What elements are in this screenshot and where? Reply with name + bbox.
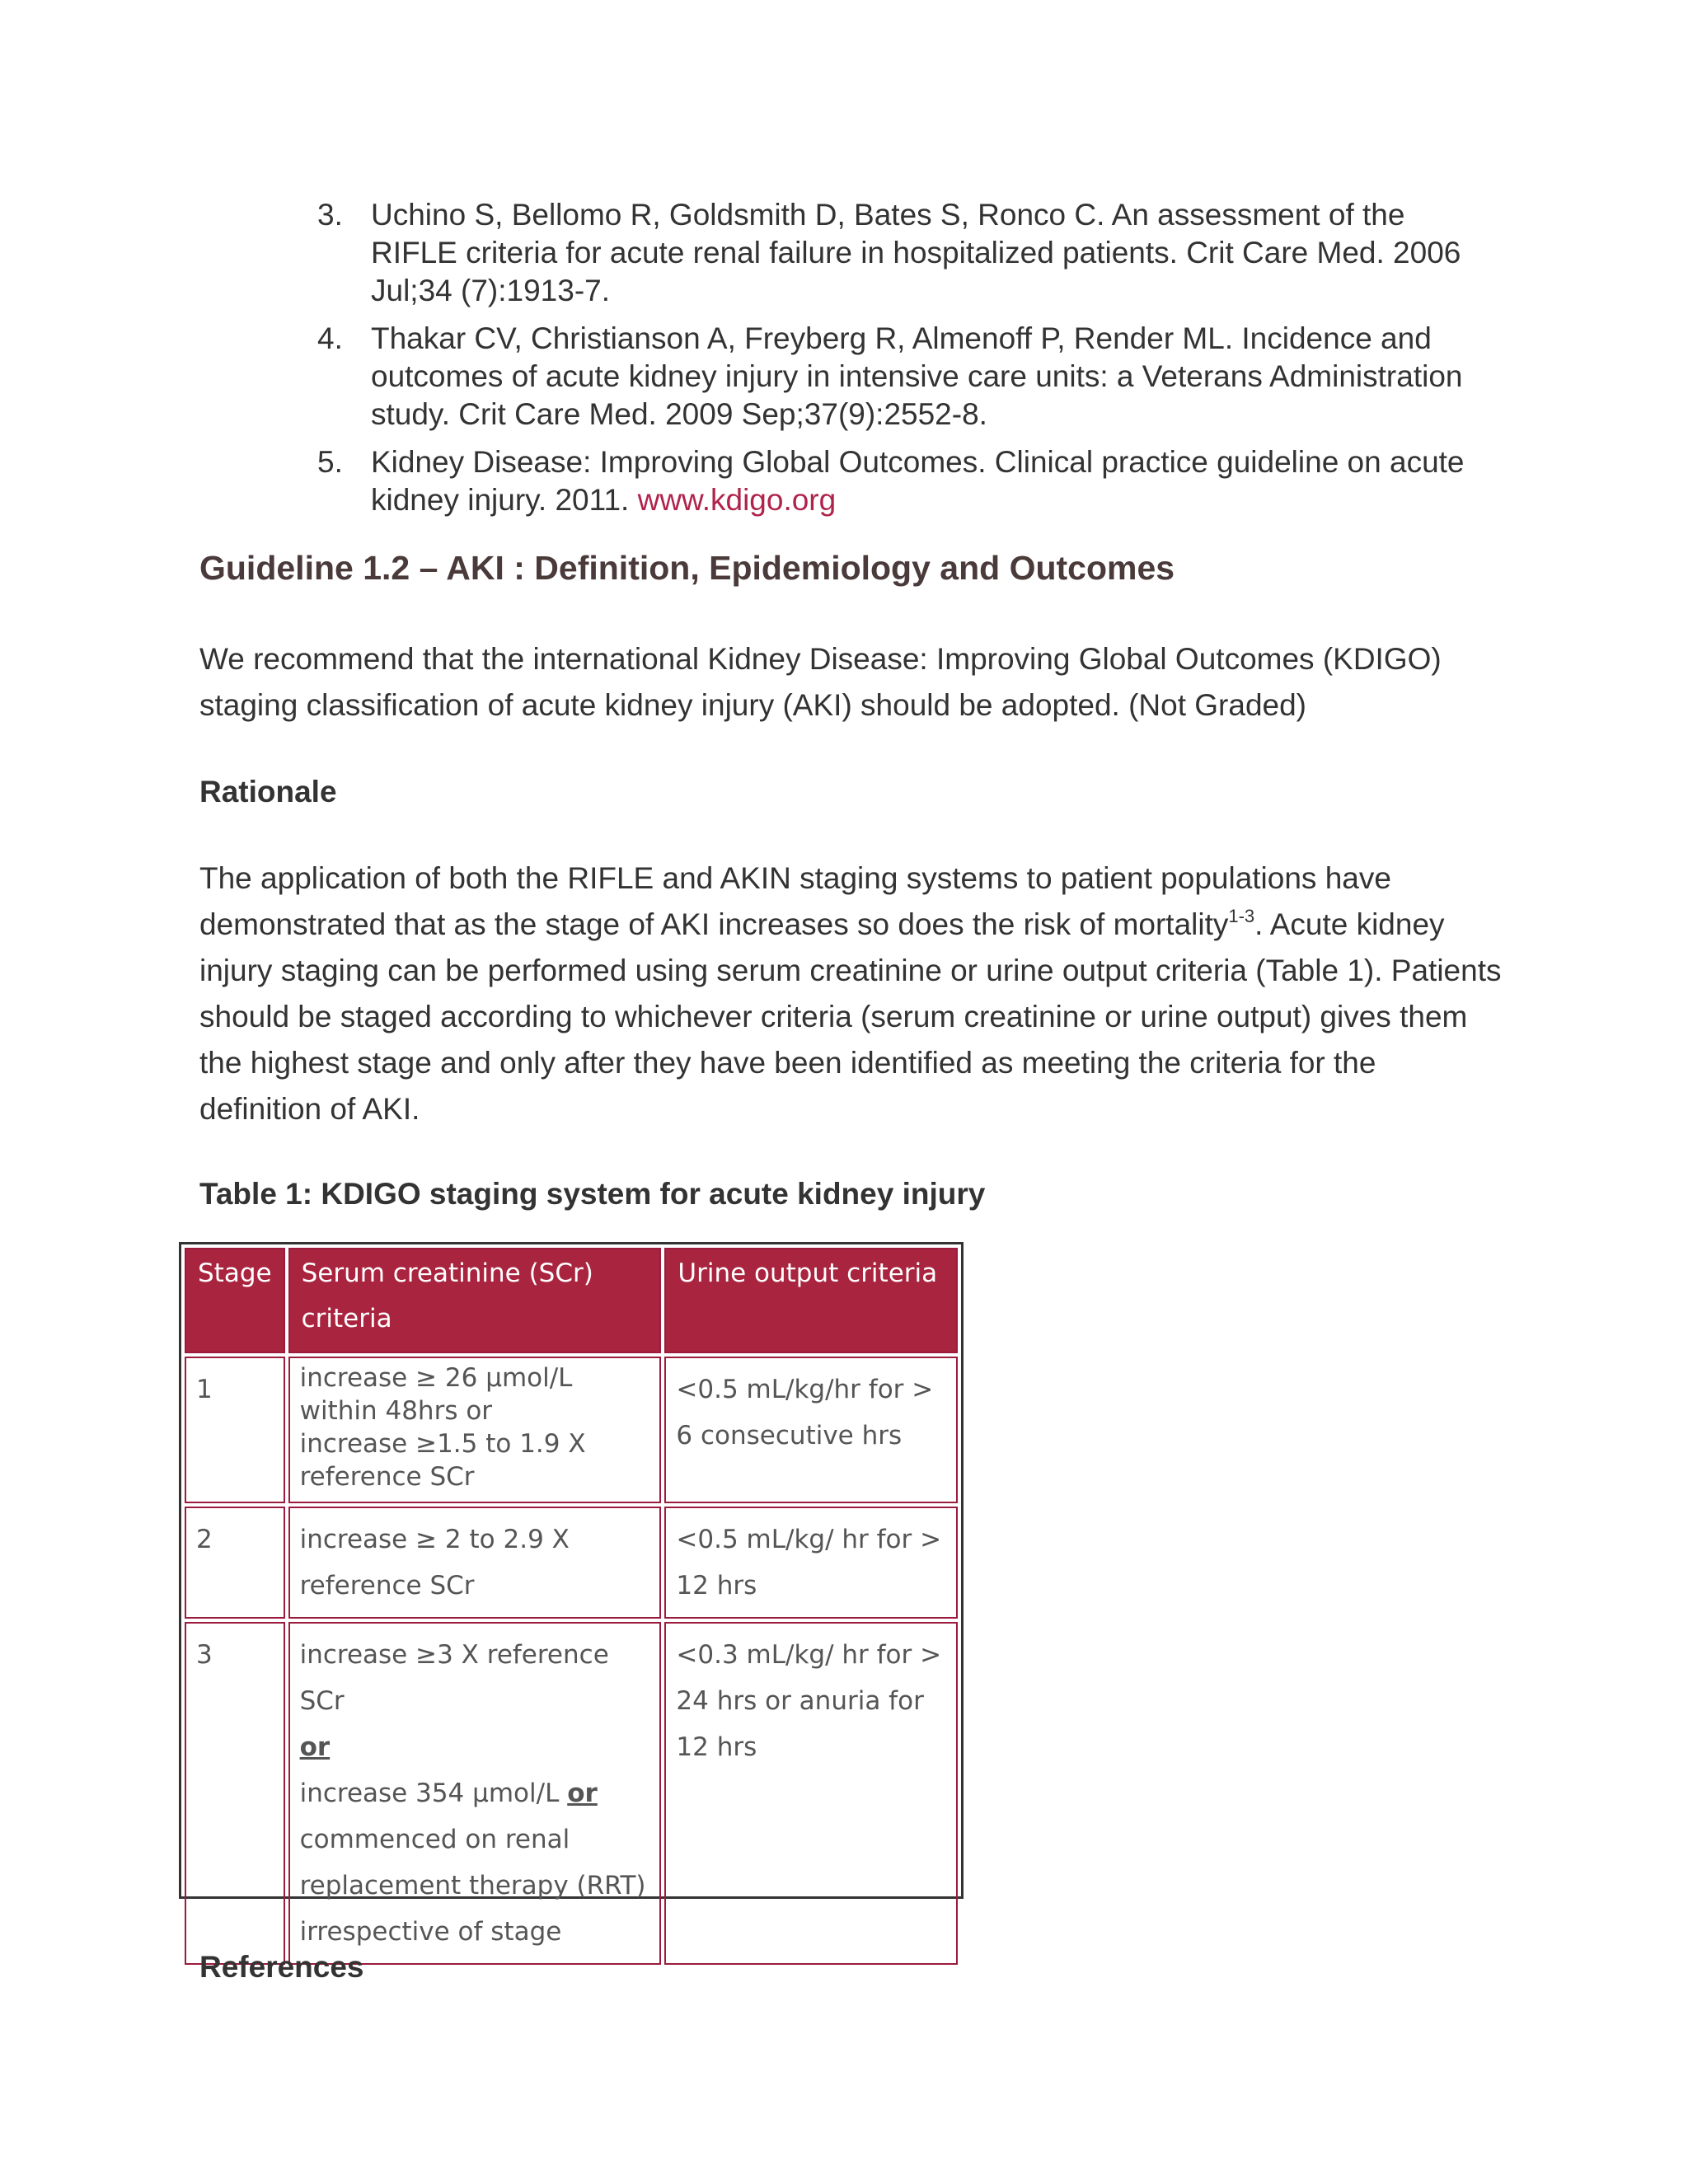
scr-criterion: commenced on renal replacement therapy (RRT) irrespective of stage bbox=[299, 1825, 646, 1947]
header-serum-creatinine: Serum creatinine (SCr) criteria bbox=[288, 1248, 662, 1353]
stage-cell: 1 bbox=[185, 1357, 285, 1503]
reference-item bbox=[317, 443, 1488, 519]
reference-list-top bbox=[317, 196, 1488, 529]
table-row bbox=[185, 1622, 958, 1965]
stage-cell: 3 bbox=[185, 1622, 285, 1965]
reference-text: Thakar CV, Christianson A, Freyberg R, Almenoff P, Render ML. Incidence and outcomes of acute kidney injury in intensive care units: a Veterans Administration study. Crit Care Med. 2009 Sep;37(9):2552-8. bbox=[371, 321, 1463, 431]
reference-number: 3. bbox=[317, 198, 343, 232]
kdigo-staging-table bbox=[179, 1242, 964, 1947]
guideline-heading: Guideline 1.2 – AKI : Definition, Epidemiology and Outcomes bbox=[199, 549, 1175, 587]
header-stage: Stage bbox=[185, 1248, 285, 1353]
reference-number: 5. bbox=[317, 445, 343, 479]
citation-superscript: 1-3 bbox=[1228, 905, 1255, 926]
urine-cell: <0.3 mL/kg/ hr for > 24 hrs or anuria for 12 hrs bbox=[664, 1622, 958, 1965]
urine-cell: <0.5 mL/kg/ hr for > 12 hrs bbox=[664, 1507, 958, 1619]
rationale-heading: Rationale bbox=[199, 775, 337, 808]
references-heading: References bbox=[199, 1950, 364, 1984]
scr-criterion: increase ≥3 X reference SCr bbox=[299, 1640, 609, 1716]
table-title: Table 1: KDIGO staging system for acute kidney injury bbox=[199, 1177, 986, 1211]
reference-item bbox=[317, 196, 1488, 310]
rationale-text-part: . Acute kidney injury staging can be performed using serum creatinine or urine output criteria (Table 1). Patients should be staged according to whichever criteria (serum creatinine or urine output) gives them the highest stage and only after they have been identified as meeting the criteria for the definition of AKI. bbox=[199, 907, 1502, 1126]
scr-cell bbox=[288, 1357, 662, 1503]
rationale-text bbox=[199, 855, 1502, 1132]
header-urine-output: Urine output criteria bbox=[664, 1248, 958, 1353]
table-header-row bbox=[185, 1248, 958, 1353]
kdigo-link[interactable]: www.kdigo.org bbox=[637, 483, 837, 517]
or-connector: or bbox=[567, 1779, 598, 1808]
rationale-text-part: The application of both the RIFLE and AKIN staging systems to patient populations have demonstrated that as the stage of AKI increases so does the risk of mortality bbox=[199, 861, 1391, 941]
reference-number: 4. bbox=[317, 321, 343, 355]
stage-cell: 2 bbox=[185, 1507, 285, 1619]
scr-cell: increase ≥ 2 to 2.9 X reference SCr bbox=[288, 1507, 662, 1619]
table-row bbox=[185, 1507, 958, 1619]
scr-cell bbox=[288, 1622, 662, 1965]
scr-criterion: increase ≥1.5 to 1.9 X reference SCr bbox=[299, 1429, 586, 1492]
scr-criterion: increase ≥ 26 μmol/L within 48hrs or bbox=[299, 1363, 573, 1426]
reference-text: Kidney Disease: Improving Global Outcomes. Clinical practice guideline on acute kidney injury. 2011. bbox=[371, 445, 1465, 517]
scr-criterion-text: increase 354 μmol/L bbox=[299, 1779, 560, 1808]
recommendation-text: We recommend that the international Kidney Disease: Improving Global Outcomes (KDIGO) staging classification of acute kidney injury (AKI) should be adopted. (Not Graded) bbox=[199, 642, 1442, 722]
scr-criterion bbox=[300, 1770, 650, 1816]
urine-cell: <0.5 mL/kg/hr for > 6 consecutive hrs bbox=[664, 1357, 958, 1503]
table-row bbox=[185, 1357, 958, 1503]
reference-text: Uchino S, Bellomo R, Goldsmith D, Bates S, Ronco C. An assessment of the RIFLE criteria for acute renal failure in hospitalized patients. Crit Care Med. 2006 Jul;34 (7):1913-7. bbox=[371, 198, 1461, 307]
or-connector: or bbox=[299, 1732, 331, 1762]
reference-item bbox=[317, 320, 1488, 434]
